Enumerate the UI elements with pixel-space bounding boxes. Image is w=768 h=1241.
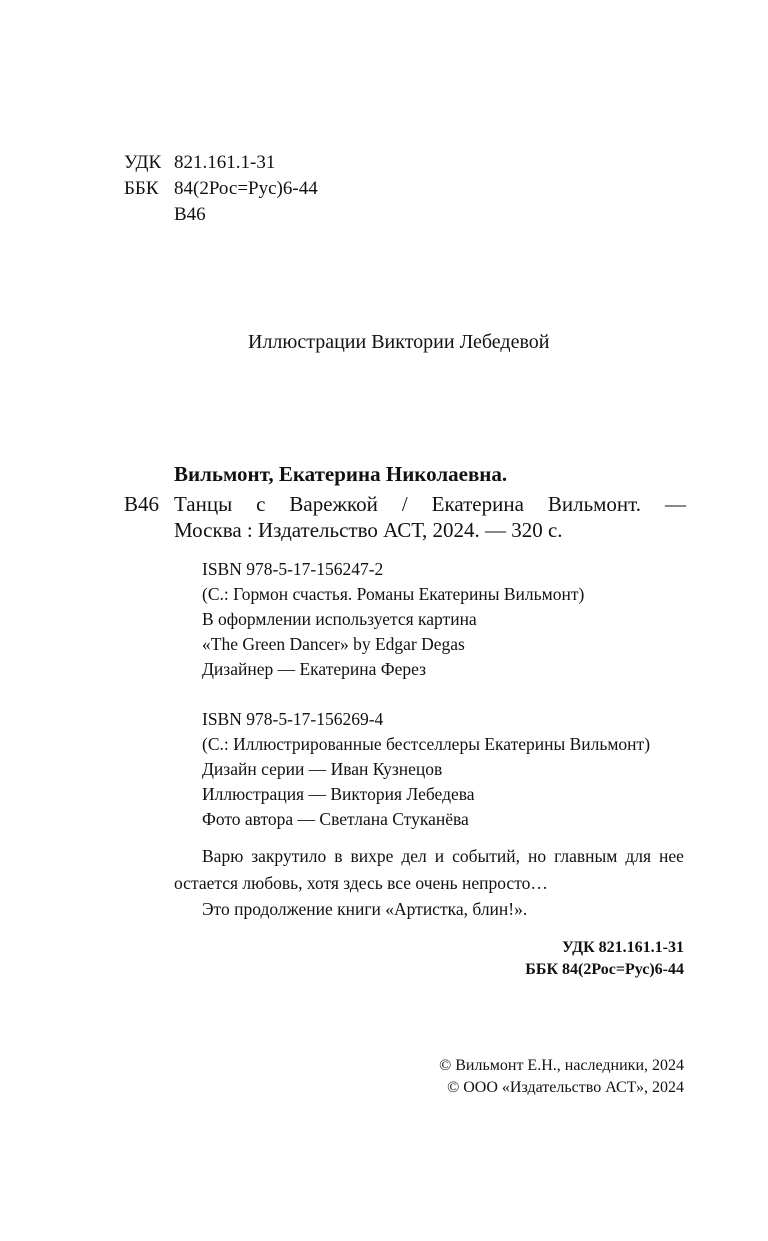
annotation-line-3: Это продолжение книги «Артистка, блин!». bbox=[202, 899, 528, 919]
bottom-bbk: ББК 84(2Рос=Рус)6-44 bbox=[525, 961, 684, 978]
edition-2-illustration: Иллюстрация — Виктория Лебедева bbox=[202, 784, 475, 804]
bbk-label: ББК bbox=[124, 178, 159, 199]
classification-block bbox=[124, 150, 318, 228]
title-word: Екатерина bbox=[431, 492, 524, 516]
bottom-udk: УДК 821.161.1-31 bbox=[561, 939, 684, 956]
annotation bbox=[174, 843, 684, 923]
annotation-word: в bbox=[334, 846, 343, 866]
annotation-line-1 bbox=[202, 843, 684, 870]
title-word: Танцы bbox=[174, 492, 233, 516]
edition-1-painting: «The Green Dancer» by Edgar Degas bbox=[202, 634, 465, 654]
title-word: — bbox=[664, 492, 686, 516]
annotation-word: главным bbox=[554, 846, 618, 866]
edition-2-series-design: Дизайн серии — Иван Кузнецов bbox=[202, 759, 443, 779]
annotation-line-2: остается любовь, хотя здесь все очень непросто… bbox=[174, 872, 548, 893]
title-word: Вильмонт. bbox=[547, 492, 642, 516]
annotation-word: событий, bbox=[452, 846, 521, 866]
annotation-word: вихре bbox=[350, 846, 394, 866]
udk-value: 821.161.1-31 bbox=[174, 152, 276, 173]
udk-label: УДК bbox=[124, 152, 162, 173]
edition-1-painting-note: В оформлении используется картина bbox=[202, 609, 477, 629]
annotation-word: закрутило bbox=[251, 846, 327, 866]
edition-2-isbn: ISBN 978-5-17-156269-4 bbox=[202, 709, 384, 729]
copyright-block bbox=[439, 1055, 684, 1099]
edition-1-series: (С.: Гормон счастья. Романы Екатерины Вильмонт) bbox=[202, 584, 585, 604]
udk-line bbox=[124, 150, 318, 176]
edition-1-designer: Дизайнер — Екатерина Ферез bbox=[202, 659, 426, 679]
edition-1-block bbox=[202, 557, 584, 682]
record-title bbox=[174, 492, 686, 517]
title-word: Варежкой bbox=[289, 492, 378, 516]
author-mark: В46 bbox=[174, 204, 206, 225]
copyright-publisher: © ООО «Издательство АСТ», 2024 bbox=[447, 1079, 684, 1096]
bbk-line bbox=[124, 176, 318, 202]
edition-1-isbn: ISBN 978-5-17-156247-2 bbox=[202, 559, 384, 579]
edition-2-series: (С.: Иллюстрированные бестселлеры Екатерины Вильмонт) bbox=[202, 734, 651, 754]
title-word: / bbox=[401, 492, 408, 516]
record-mark: В46 bbox=[124, 492, 160, 516]
annotation-word: и bbox=[434, 846, 445, 866]
bbk-value: 84(2Рос=Рус)6-44 bbox=[174, 178, 318, 199]
annotation-word: для bbox=[625, 846, 652, 866]
record-author: Вильмонт, Екатерина Николаевна. bbox=[174, 462, 508, 486]
edition-2-photo: Фото автора — Светлана Стуканёва bbox=[202, 809, 469, 829]
annotation-word: дел bbox=[401, 846, 427, 866]
bottom-classification bbox=[525, 937, 684, 981]
annotation-word: Варю bbox=[202, 846, 244, 866]
illustrations-credit: Иллюстрации Виктории Лебедевой bbox=[248, 331, 550, 353]
author-mark-line bbox=[124, 202, 318, 228]
title-word: с bbox=[256, 492, 266, 516]
annotation-word: нее bbox=[659, 846, 684, 866]
edition-2-block bbox=[202, 707, 650, 832]
record-publication: Москва : Издательство АСТ, 2024. — 320 с. bbox=[174, 518, 563, 542]
copyright-author: © Вильмонт Е.Н., наследники, 2024 bbox=[439, 1057, 684, 1074]
annotation-word: но bbox=[528, 846, 547, 866]
